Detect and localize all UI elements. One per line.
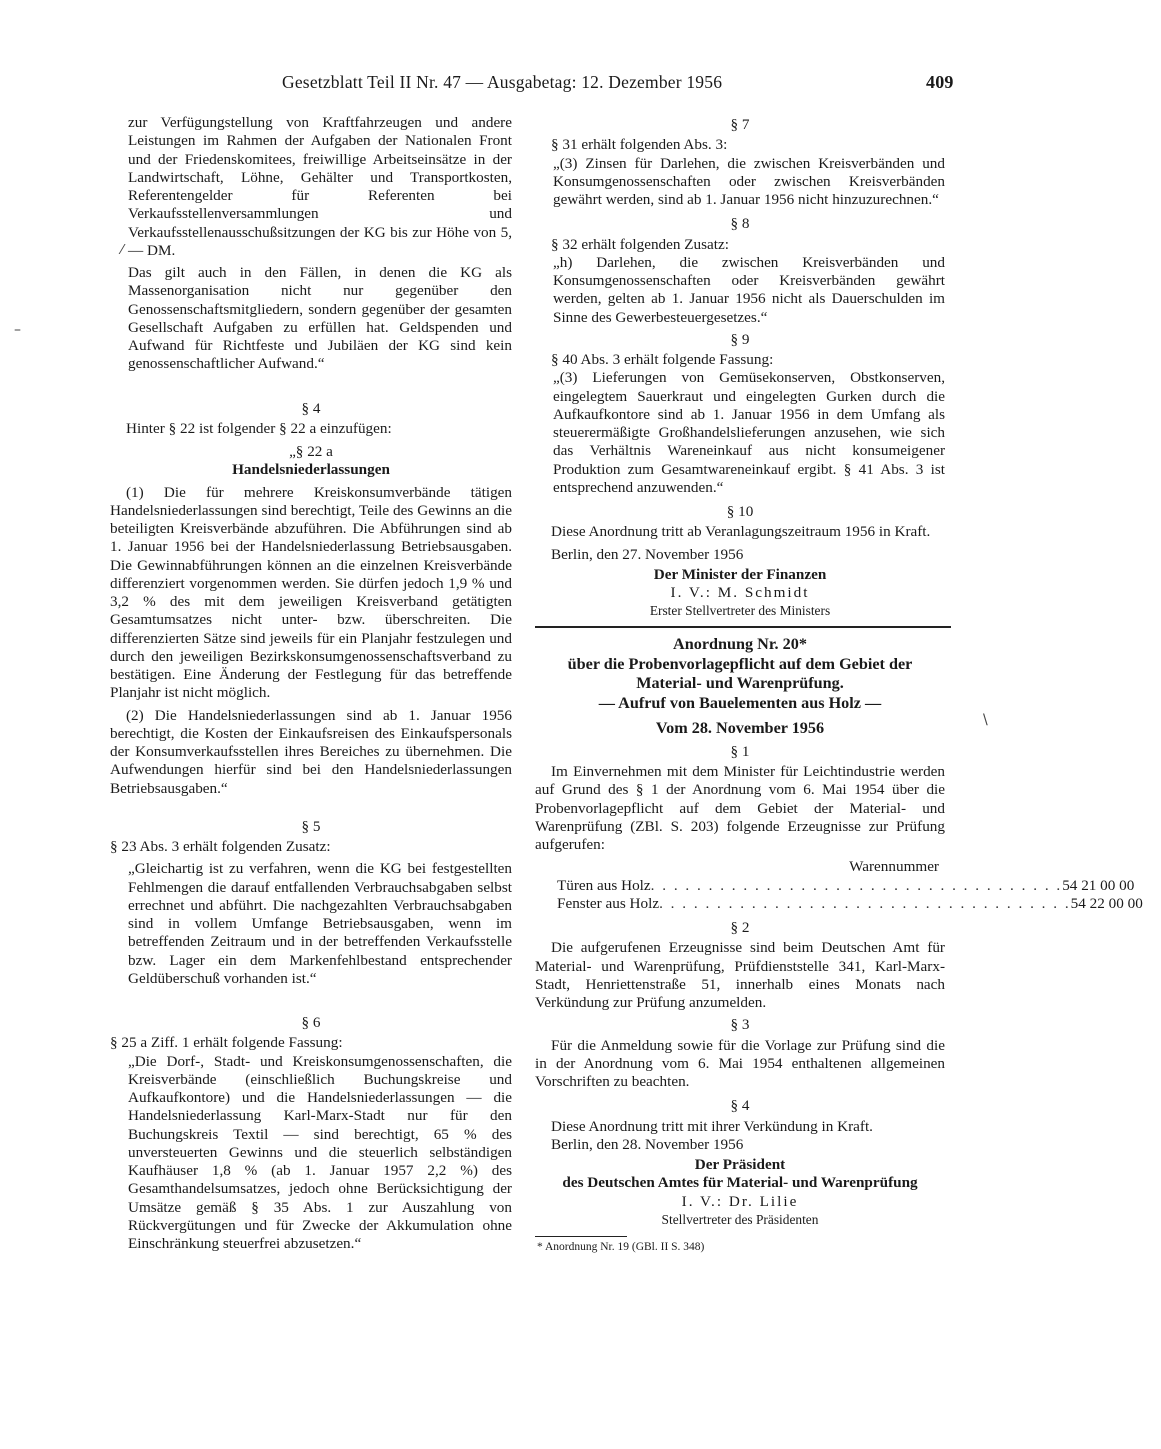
table-row — [535, 894, 1143, 913]
section-heading: § 4 — [730, 1097, 750, 1115]
section-heading: § 5 — [301, 817, 321, 835]
date-line: Berlin, den 28. November 1956 — [551, 1135, 744, 1153]
table-header: Warennummer — [849, 858, 939, 876]
table-row — [535, 876, 1135, 895]
paragraph: Im Einvernehmen mit dem Minister für Leichtindustrie werden auf Grund des § 1 der Anordnung vom 6. Mai 1954 über die Probenvorlagepflicht auf dem Gebiet der Material- und Warenprüfung (ZBl. S. 203) folgende Erzeugnisse zur Prüfung aufgerufen: — [535, 763, 945, 853]
right-column — [535, 114, 1143, 1254]
paragraph: Für die Anmeldung sowie für die Vorlage zur Prüfung sind die in der Anordnung vom 6. Mai 1954 enthaltenen allgemeinen Vorschriften zu beachten. — [535, 1036, 945, 1090]
section-heading: § 6 — [301, 1014, 321, 1031]
paragraph: § 40 Abs. 3 erhält folgende Fassung: — [551, 351, 774, 368]
ordinance-subtitle: über die Probenvorlagepflicht auf dem Gebiet der Material- und Warenprüfung. — [567, 654, 913, 693]
section-heading: § 10 — [726, 503, 754, 520]
signature-title: Der Minister der Finanzen — [653, 565, 827, 583]
signature-title-2: des Deutschen Amtes für Material- und Warenprüfung — [562, 1174, 918, 1192]
paragraph: § 32 erhält folgenden Zusatz: — [551, 235, 729, 253]
section-heading: § 4 — [301, 399, 321, 417]
margin-mark: – — [14, 322, 21, 338]
footnote-divider — [535, 1236, 627, 1237]
margin-mark: ⁄ — [121, 243, 124, 258]
signature-role: Erster Stellvertreter des Ministers — [649, 603, 831, 619]
section-heading: § 9 — [730, 330, 750, 348]
page-header — [0, 72, 1024, 102]
page-number: 409 — [926, 72, 954, 92]
table-cell-label: Fenster aus Holz — [557, 894, 660, 912]
paragraph: Hinter § 22 ist folgender § 22 a einzufügen: — [126, 419, 392, 437]
signature-role: Stellvertreter des Präsidenten — [661, 1211, 819, 1227]
leader-dots: . . . . . . . . . . . . . . . . . . . . . . . . . . . . . . . . . . . . — [650, 876, 1063, 894]
section-title: Handelsniederlassungen — [232, 461, 390, 479]
margin-mark: \ — [983, 712, 988, 728]
footnote: * Anordnung Nr. 19 (GBl. II S. 348) — [537, 1240, 705, 1253]
quoted-paragraph: „h) Darlehen, die zwischen Kreisverbänden und Konsumgenossenschaften oder Kreisverbänden gewährt werden, gelten ab 1. Januar 1956 nicht als Dauerschulden im Sinne des Gewerbesteuergesetzes.“ — [553, 253, 945, 326]
divider — [535, 626, 951, 628]
paragraph: Die aufgerufenen Erzeugnisse sind beim Deutschen Amt für Material- und Warenprüfung, Prüfdienststelle 341, Karl-Marx-Stadt, Henriettenstraße 51, innerhalb eines Monats nach Verkündung zur Prüfung anzumelden. — [535, 939, 945, 1011]
table-cell-label: Türen aus Holz — [557, 876, 651, 894]
paragraph: Diese Anordnung tritt mit ihrer Verkündung in Kraft. — [551, 1117, 873, 1135]
quoted-paragraph: „Gleichartig ist zu verfahren, wenn die KG bei festgestellten Fehlmengen die darauf entfallenden Verbrauchsabgaben selbst errechnet und abführt. Die nachgezahlten Verbrauchsabgaben sind in vollem Umfange Betriebsausgaben, wenn im betreffenden Zeitraum und in der betreffenden Verkaufsstelle bzw. Lager ein dem Markenfehlbestand entsprechender Geldüberschuß vorhanden ist.“ — [128, 860, 512, 987]
paragraph: (1) Die für mehrere Kreiskonsumverbände tätigen Handelsniederlassungen sind berechtigt, Teile des Gewinns an die beteiligten Kreisverbände abzuführen. Die Abführungen sind ab 1. Januar 1956 bei der Handelsniederlassung Betriebsausgaben. Die Gewinnabführungen können an die einzelnen Kreisverbände differenziert vorgenommen werden. Sie dürfen jedoch 1,9 % und 3,2 % des mit dem jeweiligen Kreisverband getätigten Gesamtumsatzes nicht unter- bzw. überschreiten. Die differenzierten Sätze sind jeweils für ein Planjahr festzulegen und durch den jeweiligen Bezirkskonsumgenossenschaftsverband zu bestätigen. Eine Änderung der Festlegung für das betreffende Planjahr ist nicht möglich. — [110, 483, 512, 702]
paragraph: Das gilt auch in den Fällen, in denen die KG als Massenorganisation nicht nur gegenüber den Genossenschaftsmitgliedern, sondern gegenüber der gesamten Gesellschaft Aufgaben zu erfüllen hat. Geldspenden und Aufwand für Richtfeste und Jubiläen der KG sind kein genossenschaftlicher Aufwand.“ — [128, 264, 512, 373]
section-heading: „§ 22 a — [289, 443, 333, 460]
paragraph: Diese Anordnung tritt ab Veranlagungszeitraum 1956 in Kraft. — [551, 523, 931, 541]
signature-name: I. V.: Dr. Lilie — [681, 1192, 799, 1210]
paragraph: § 23 Abs. 3 erhält folgenden Zusatz: — [110, 838, 331, 855]
product-table — [535, 858, 1143, 913]
leader-dots: . . . . . . . . . . . . . . . . . . . . . . . . . . . . . . . . . . . . — [659, 894, 1071, 912]
quoted-paragraph: „Die Dorf-, Stadt- und Kreiskonsumgenossenschaften, die Kreisverbände (einschließlich Buchungskreise und Aufkaufkontore) und die Handelsniederlassungen — die Handelsniederlassung Karl-Marx-Stadt nur für den Buchungskreis Textil — sind berechtigt, 65 % des unversteuerten Gewinns und die steuerlich selbständigen Kaufhäuser 1,8 % (ab 1. Januar 1957 2,2 %) des Gesamthandelsumsatzes, jedoch ohne Berücksichtigung der Umsätze gemäß § 35 Abs. 1 zur Auszahlung von Rückvergütungen und für Zwecke der Akkumulation ohne Einschränkung steuerfrei abzusetzen.“ — [128, 1052, 512, 1252]
ordinance-date: Vom 28. November 1956 — [655, 719, 825, 738]
section-heading: § 1 — [730, 742, 750, 760]
paragraph: § 31 erhält folgenden Abs. 3: — [551, 136, 728, 154]
quoted-paragraph: „(3) Zinsen für Darlehen, die zwischen Kreisverbänden und Konsumgenossenschaften oder zwischen Kreisverbänden gewährt werden, sind ab 1. Januar 1956 nicht hinzuzurechnen.“ — [553, 154, 945, 208]
ordinance-title: Anordnung Nr. 20* — [673, 635, 807, 654]
date-line: Berlin, den 27. November 1956 — [551, 545, 744, 563]
section-heading: § 8 — [730, 215, 750, 233]
signature-title: Der Präsident — [694, 1156, 786, 1173]
signature-name: I. V.: M. Schmidt — [670, 584, 810, 601]
section-heading: § 3 — [730, 1016, 750, 1034]
table-cell-number: 54 22 00 00 — [1070, 894, 1143, 912]
quoted-paragraph: „(3) Lieferungen von Gemüsekonserven, Obstkonserven, eingelegtem Sauerkraut und eingelegten Gurken durch die Aufkaufkontore sind ab 1. Januar 1956 in dem Umfang als steuerermäßigte Großhandelslieferungen anzusehen, wie sich das Verhältnis Wareneinkauf aus nicht konsumeigener Produktion zum Gesamtwareneinkauf ergibt. § 41 Abs. 3 ist entsprechend anzuwenden.“ — [553, 369, 945, 496]
table-cell-number: 54 21 00 00 — [1062, 876, 1135, 894]
section-heading: § 7 — [730, 116, 750, 133]
paragraph: § 25 a Ziff. 1 erhält folgende Fassung: — [110, 1034, 343, 1052]
ordinance-subtitle-2: — Aufruf von Bauelementen aus Holz — — [598, 693, 882, 712]
header-title: Gesetzblatt Teil II Nr. 47 — Ausgabetag: 12. Dezember 1956 — [282, 72, 723, 92]
paragraph: zur Verfügungstellung von Kraftfahrzeugen und andere Leistungen im Rahmen der Aufgaben der Nationalen Front und der Friedenskomitees, freiwillige Arbeitseinsätze in der Landwirtschaft, Löhne, Gehälter und Transportkosten, Referentengelder für Referenten bei Verkaufsstellenversammlungen und Verkaufsstellenausschußsitzungen der KG bis zur Höhe von 5,— DM. — [128, 114, 512, 259]
paragraph: (2) Die Handelsniederlassungen sind ab 1. Januar 1956 berechtigt, die Kosten der Einkaufsreisen des Einkaufspersonals der Konsumverkaufsstellen ihres Bereiches zu übernehmen. Die Aufwendungen hierfür sind bei den Handelsniederlassungen Betriebsausgaben.“ — [110, 706, 512, 797]
section-heading: § 2 — [730, 919, 750, 936]
left-column — [110, 114, 512, 1253]
